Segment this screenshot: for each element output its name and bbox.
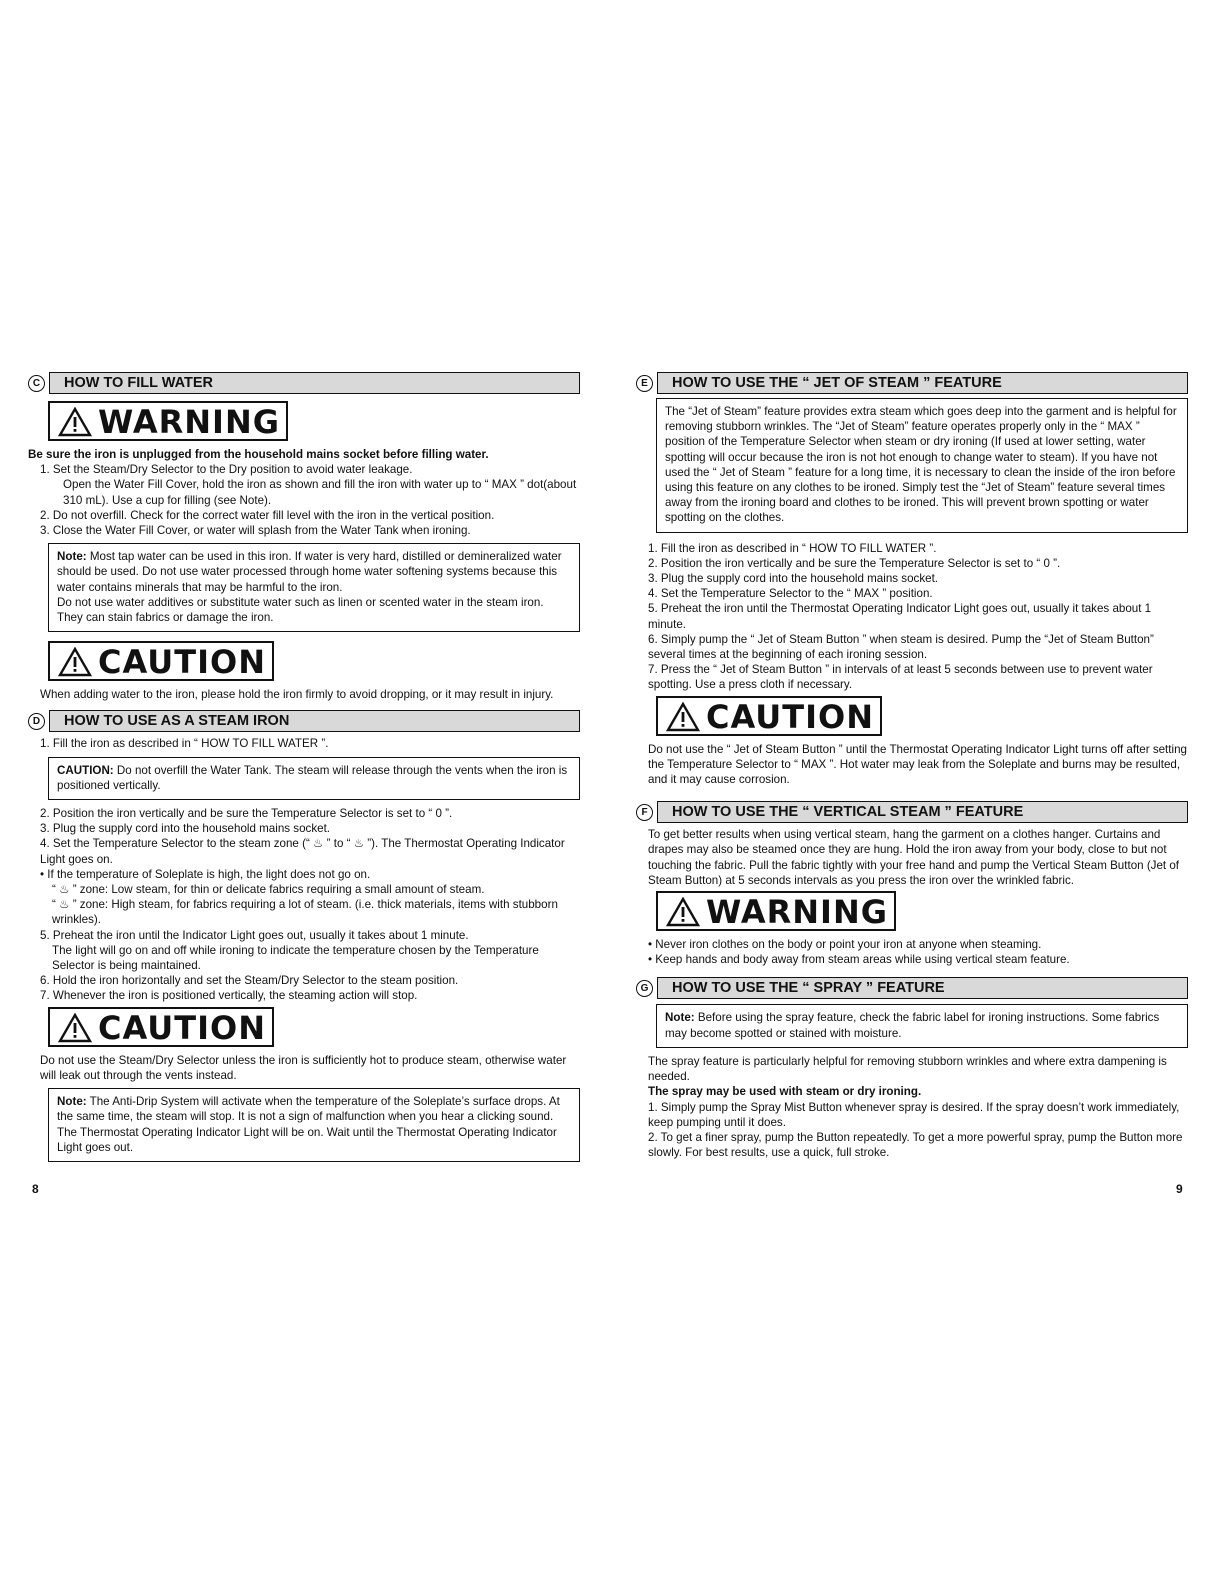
overfill-caution-box xyxy=(48,757,580,800)
spray-note-text: Before using the spray feature, check the fabric label for ironing instructions. Some fabrics may become spotted or stained with moisture. xyxy=(665,1011,1160,1040)
anti-drip-paragraph xyxy=(57,1094,571,1155)
section-e-letter: E xyxy=(636,375,653,392)
warning-triangle-icon xyxy=(666,897,700,927)
low-steam-zone: “ ♨ ” zone: Low steam, for thin or delicate fabrics requiring a small amount of steam. xyxy=(52,883,485,897)
caution-triangle-icon xyxy=(666,702,700,732)
warning-word: WARNING xyxy=(98,403,280,441)
steam-caution-text: Do not use the Steam/Dry Selector unless the iron is sufficiently hot to produce steam, otherwise water will leak out through the vents instead. xyxy=(40,1053,567,1082)
steam-step-6: 6. Hold the iron horizontally and set the Steam/Dry Selector to the steam position. xyxy=(40,974,459,988)
section-c-letter: C xyxy=(28,375,45,392)
fill-caution-text: When adding water to the iron, please hold the iron firmly to avoid dropping, or it may result in injury. xyxy=(40,688,554,702)
warning-label-2 xyxy=(656,891,896,931)
note-label: Note: xyxy=(57,1095,87,1109)
note-text-1: Most tap water can be used in this iron. If water is very hard, distilled or demineralized water should be used. Do not use water processed through home water softening systems because this water contains minerals that may be harmful to the iron. xyxy=(57,550,562,594)
steam-step-1: 1. Fill the iron as described in “ HOW TO FILL WATER ”. xyxy=(40,737,329,751)
spray-step-1: 1. Simply pump the Spray Mist Button whenever spray is desired. If the spray doesn’t work immediately, keep pumping until it does. xyxy=(648,1100,1180,1129)
section-e-title: HOW TO USE THE “ JET OF STEAM ” FEATURE xyxy=(657,372,1188,394)
fill-water-note xyxy=(48,543,580,632)
anti-drip-note xyxy=(48,1088,580,1162)
fill-step-1-detail: Open the Water Fill Cover, hold the iron as shown and fill the iron with water up to “ MAX ” dot(about 310 mL). Use a cup for filling (see Note). xyxy=(63,478,577,507)
section-g-letter: G xyxy=(636,980,653,997)
jet-step-1: 1. Fill the iron as described in “ HOW TO FILL WATER ”. xyxy=(648,541,937,555)
fill-step-1: 1. Set the Steam/Dry Selector to the Dry position to avoid water leakage. xyxy=(40,463,413,477)
spray-step-2: 2. To get a finer spray, pump the Button repeatedly. To get a more powerful spray, pump the Button more slowly. For best results, use a quick, full stroke. xyxy=(648,1130,1183,1160)
jet-of-steam-intro-box xyxy=(656,398,1188,533)
caution-box-text: Do not overfill the Water Tank. The steam will release through the vents when the iron is positioned vertically. xyxy=(57,763,568,792)
section-c-header xyxy=(28,372,580,394)
spray-note xyxy=(656,1004,1188,1047)
spray-bold-line: The spray may be used with steam or dry ironing. xyxy=(648,1085,922,1099)
unplug-warning: Be sure the iron is unplugged from the household mains socket before filling water. xyxy=(28,448,489,461)
steam-step-7: 7. Whenever the iron is positioned vertically, the steaming action will stop. xyxy=(40,989,418,1003)
warning-word: WARNING xyxy=(706,893,888,932)
overfill-caution-paragraph xyxy=(57,763,571,793)
note-text-2: Do not use water additives or substitute water such as linen or scented water in the steam iron. They can stain fabrics or damage the iron. xyxy=(57,595,544,625)
jet-step-3: 3. Plug the supply cord into the household mains socket. xyxy=(648,572,939,586)
steam-bullet: • If the temperature of Soleplate is high, the light does not go on. xyxy=(40,867,371,881)
caution-label xyxy=(48,641,274,681)
warning-label xyxy=(48,401,288,441)
spray-text: The spray feature is particularly helpful for removing stubborn wrinkles and where extra dampening is needed. xyxy=(648,1054,1167,1084)
right-page xyxy=(636,372,1188,1160)
vertical-bullet-2: • Keep hands and body away from steam areas while using vertical steam feature. xyxy=(648,953,1070,967)
steam-step-2: 2. Position the iron vertically and be sure the Temperature Selector is set to “ 0 ”. xyxy=(40,807,453,821)
section-f-letter: F xyxy=(636,804,653,821)
section-d-letter: D xyxy=(28,713,45,730)
vertical-steam-text: To get better results when using vertical steam, hang the garment on a clothes hanger. Curtains and drapes may also be steamed once they are hung. Hold the iron away from your body, close to but not touching the fabric. Pull the fabric tightly with your free hand and pump the Vertical Steam Button (Jet of Steam Button) at 5 seconds intervals as you press the iron over the wrinkled fabric. xyxy=(648,828,1180,887)
caution-word: CAUTION xyxy=(706,697,874,736)
fill-step-2: 2. Do not overfill. Check for the correct water fill level with the iron in the vertical position. xyxy=(40,508,495,522)
note-paragraph-1 xyxy=(57,549,571,595)
caution-box-label: CAUTION: xyxy=(57,763,114,777)
note-label: Note: xyxy=(665,1011,695,1025)
steam-step-4: 4. Set the Temperature Selector to the steam zone (“ ♨ ” to “ ♨ ”). The Thermostat Operating Indicator Light goes on. xyxy=(40,837,565,866)
steam-step-5: 5. Preheat the iron until the Indicator Light goes out, usually it takes about 1 minute. xyxy=(40,928,469,942)
caution-triangle-icon xyxy=(58,1013,92,1043)
jet-step-4: 4. Set the Temperature Selector to the “ MAX ” position. xyxy=(648,587,933,601)
jet-of-steam-intro: The “Jet of Steam” feature provides extra steam which goes deep into the garment and is helpful for removing stubborn wrinkles. The “Jet of Steam” feature operates properly only in the “ MAX ” position of the Temperature Selector when steam or dry ironing (If used at lower setting, water spotting will occur because the iron is not hot enough to change water to steam). If you have not used the “ Jet of Steam ” feature for a long time, it is necessary to clean the inside of the iron before using this feature on any clothes to be ironed. Simply test the “Jet of Steam” feature several times away from the ironing board and clothes to be ironed. This will prevent brown spotting or water spotting on the clothes. xyxy=(665,405,1177,525)
section-g-title: HOW TO USE THE “ SPRAY ” FEATURE xyxy=(657,977,1188,999)
jet-step-6: 6. Simply pump the “ Jet of Steam Button ” when steam is desired. Pump the “Jet of Steam Button” several times at the beginning of each ironing session. xyxy=(648,632,1154,662)
page-number-left: 8 xyxy=(32,1182,39,1196)
vertical-bullet-1: • Never iron clothes on the body or point your iron at anyone when steaming. xyxy=(648,938,1042,952)
section-c-title: HOW TO FILL WATER xyxy=(49,372,580,394)
fill-step-3: 3. Close the Water Fill Cover, or water will splash from the Water Tank when ironing. xyxy=(40,524,471,538)
section-e-header xyxy=(636,372,1188,394)
warning-triangle-icon xyxy=(58,407,92,437)
left-page xyxy=(28,372,580,1168)
section-f-title: HOW TO USE THE “ VERTICAL STEAM ” FEATURE xyxy=(657,801,1188,823)
jet-step-2: 2. Position the iron vertically and be sure the Temperature Selector is set to “ 0 ”. xyxy=(648,556,1061,570)
high-steam-zone: “ ♨ ” zone: High steam, for fabrics requiring a lot of steam. (i.e. thick materials, items with stubborn wrinkles). xyxy=(52,898,558,927)
anti-drip-text: The Anti-Drip System will activate when the temperature of the Soleplate’s surface drops. At the same time, the steam will stop. It is not a sign of malfunction when you hear a clicking sound. The Thermostat Operating Indicator Light will be on. Wait until the Thermostat Operating Indicator Light goes out. xyxy=(57,1095,560,1154)
jet-caution-text: Do not use the “ Jet of Steam Button ” until the Thermostat Operating Indicator Light turns off after setting the Temperature Selector to “ MAX ”. Hot water may leak from the Soleplate and burns may be resulted, and it may cause corrosion. xyxy=(648,742,1187,787)
section-d-header xyxy=(28,710,580,732)
caution-label-2 xyxy=(48,1007,274,1047)
jet-step-5: 5. Preheat the iron until the Thermostat Operating Indicator Light goes out, usually it takes about 1 minute. xyxy=(648,602,1152,631)
jet-step-7: 7. Press the “ Jet of Steam Button ” in intervals of at least 5 seconds between use to prevent water spotting. Use a press cloth if necessary. xyxy=(648,663,1153,692)
caution-triangle-icon xyxy=(58,647,92,677)
section-d-title: HOW TO USE AS A STEAM IRON xyxy=(49,710,580,732)
steam-step-3: 3. Plug the supply cord into the household mains socket. xyxy=(40,822,331,836)
note-label: Note: xyxy=(57,550,87,564)
section-f-header xyxy=(636,801,1188,823)
steam-step-5-detail: The light will go on and off while ironing to indicate the temperature chosen by the Temperature Selector is being maintained. xyxy=(52,943,539,973)
page-number-right: 9 xyxy=(1176,1182,1183,1196)
section-g-header xyxy=(636,977,1188,999)
caution-word: CAUTION xyxy=(98,1008,266,1047)
spray-note-paragraph xyxy=(665,1010,1179,1040)
caution-label-3 xyxy=(656,696,882,736)
caution-word: CAUTION xyxy=(98,643,266,682)
